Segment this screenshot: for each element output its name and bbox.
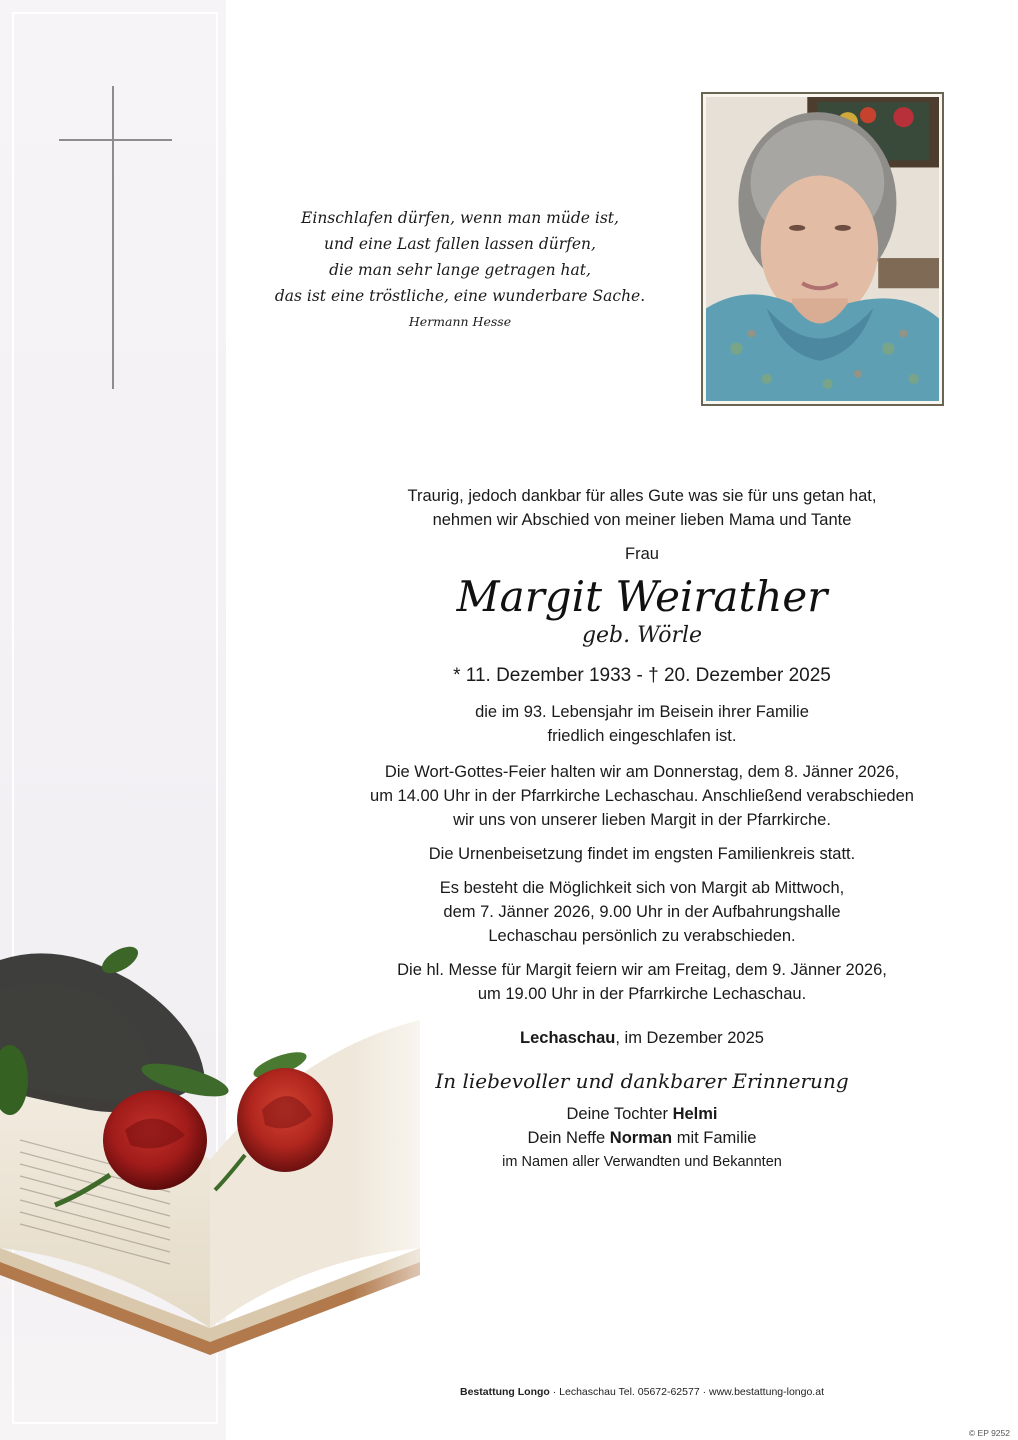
place-town: Lechaschau [520,1029,616,1047]
place-date [300,1026,984,1050]
footer-contact: · Lechaschau Tel. 05672-62577 · www.bestattung-longo.at [549,1386,824,1398]
ceremony-line: wir uns von unserer lieben Margit in der Pfarrkirche. [453,811,831,829]
quote-line: Einschlafen dürfen, wenn man müde ist, [301,209,619,227]
obituary-text [300,484,984,1174]
viewing-line: Lechaschau persönlich zu verabschieden. [488,927,796,945]
place-date-text: , im Dezember 2025 [615,1029,764,1047]
deceased-name: Margit Weirather [456,572,828,621]
mourner-others: im Namen aller Verwandten und Bekannten [502,1154,782,1170]
mourner-prefix: Deine Tochter [566,1105,673,1123]
footer-company: Bestattung Longo [460,1386,550,1398]
template-code: © EP 9252 [968,1428,1010,1438]
life-dates: * 11. Dezember 1933 - † 20. Dezember 2025 [453,665,831,686]
quote-line: die man sehr lange getragen hat, [329,261,591,279]
quote-author: Hermann Hesse [408,314,512,329]
mourner-prefix: Dein Neffe [527,1129,610,1147]
quote-line: das ist eine tröstliche, eine wunderbare Sache. [274,287,646,305]
ceremony-info [300,760,984,832]
ceremony-line: Die Wort-Gottes-Feier halten wir am Donnerstag, dem 8. Jänner 2026, [384,763,900,781]
passing-line: die im 93. Lebensjahr im Beisein ihrer Familie [475,703,809,721]
urn-info: Die Urnenbeisetzung findet im engsten Familienkreis statt. [428,845,856,863]
salutation: Frau [625,545,659,563]
mourner-name: Helmi [672,1105,718,1123]
viewing-line: dem 7. Jänner 2026, 9.00 Uhr in der Aufbahrungshalle [443,903,841,921]
mourner-suffix: mit Familie [672,1129,757,1147]
quote-line: und eine Last fallen lassen dürfen, [324,235,596,253]
intro-line: nehmen wir Abschied von meiner lieben Mama und Tante [432,511,852,529]
mass-info [300,958,984,1006]
mass-line: Die hl. Messe für Margit feiern wir am Freitag, dem 9. Jänner 2026, [397,961,887,979]
footer [300,1386,984,1398]
portrait-photo-frame [701,92,944,406]
passing-line: friedlich eingeschlafen ist. [547,727,737,745]
mourner-daughter [300,1102,984,1126]
maiden-name: geb. Wörle [581,623,703,648]
remembrance-line: In liebevoller und dankbarer Erinnerung [435,1069,849,1093]
cross-icon-bar [59,139,172,141]
viewing-info [300,876,984,948]
portrait-photo [706,97,939,401]
ceremony-line: um 14.00 Uhr in der Pfarrkirche Lechaschau. Anschließend verabschieden [370,787,914,805]
cross-icon [112,86,114,389]
quote-block [240,205,680,335]
intro-line: Traurig, jedoch dankbar für alles Gute was sie für uns getan hat, [407,487,877,505]
mass-line: um 19.00 Uhr in der Pfarrkirche Lechaschau. [477,985,807,1003]
viewing-line: Es besteht die Möglichkeit sich von Margit ab Mittwoch, [439,879,845,897]
mourner-name: Norman [609,1129,673,1147]
mourner-nephew [300,1126,984,1150]
